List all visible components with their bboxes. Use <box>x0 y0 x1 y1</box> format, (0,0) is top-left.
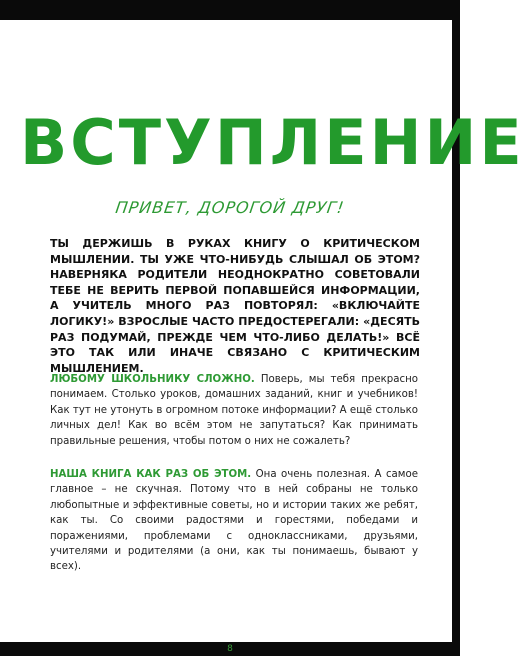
scan-top-border <box>0 0 460 20</box>
paragraph-text: Поверь, мы тебя прекрасно понимаем. Столько уроков, домашних заданий, книг и учебников! Как тут не утонуть в огромном потоке информации? А ещё столько личных дел! Как во всём этом не запутаться? Как принимать правильные решения, чтобы потом о них не сожалеть? <box>50 374 418 447</box>
paragraph-lead: НАША КНИГА КАК РАЗ ОБ ЭТОМ. <box>50 469 252 480</box>
greeting-heading: ПРИВЕТ, ДОРОГОЙ ДРУГ! <box>114 198 346 217</box>
body-paragraph-1 <box>50 372 418 449</box>
intro-paragraph: ТЫ ДЕРЖИШЬ В РУКАХ КНИГУ О КРИТИЧЕСКОМ МЫШЛЕНИИ. ТЫ УЖЕ ЧТО-НИБУДЬ СЛЫШАЛ ОБ ЭТОМ? НАВЕРНЯКА РОДИТЕЛИ НЕОДНОКРАТНО СОВЕТОВАЛИ ТЕБЕ НЕ ВЕРИТЬ ПЕРВОЙ ПОПАВШЕЙСЯ ИНФОРМАЦИИ, А УЧИТЕЛЬ МНОГО РАЗ ПОВТОРЯЛ: «ВКЛЮЧАЙТЕ ЛОГИКУ!» ВЗРОСЛЫЕ ЧАСТО ПРЕДОСТЕРЕГАЛИ: «ДЕСЯТЬ РАЗ ПОДУМАЙ, ПРЕЖДЕ ЧЕМ ЧТО-ЛИБО ДЕЛАТЬ!» ВСЁ ЭТО ТАК ИЛИ ИНАЧЕ СВЯЗАНО С КРИТИЧЕСКИМ МЫШЛЕНИЕМ. <box>50 237 420 375</box>
body-paragraph-2 <box>50 467 418 575</box>
page-number: 8 <box>227 644 233 654</box>
paragraph-text: Она очень полезная. А самое главное – не скучная. Потому что в ней собраны не только любопытные и эффективные советы, но и истории таких же ребят, как ты. Со своими радостями и горестями, победами и поражениями, проблемами с одноклассниками, друзьями, учителями и родителями (а они, как ты понимаешь, бывают у всех). <box>50 469 418 573</box>
scan-right-border <box>452 0 460 656</box>
chapter-title: ВСТУПЛЕНИЕ <box>20 106 525 179</box>
paragraph-lead: ЛЮБОМУ ШКОЛЬНИКУ СЛОЖНО. <box>50 374 255 385</box>
